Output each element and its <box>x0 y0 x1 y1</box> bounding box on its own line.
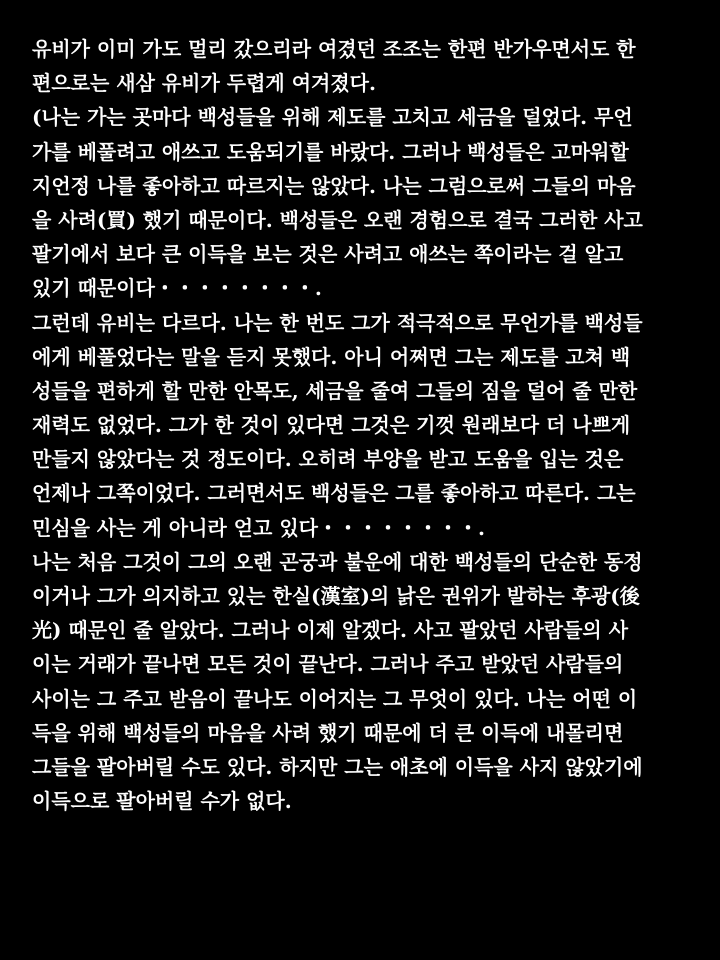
text-line: 유비가 이미 가도 멀리 갔으리라 여겼던 조조는 한편 반가우면서도 한 <box>32 37 636 61</box>
text-line: 이득으로 팔아버릴 수가 없다. <box>32 789 292 814</box>
text-line: 사이는 그 주고 받음이 끝나도 이어지는 그 무엇이 있다. 나는 어떤 이 <box>32 686 638 711</box>
text-line: (나는 가는 곳마다 백성들을 위해 제도를 고치고 세금을 덜었다. 무언 <box>32 105 633 130</box>
text-line: 가를 베풀려고 애쓰고 도움되기를 바랐다. 그러나 백성들은 고마워할 <box>32 139 629 164</box>
text-line: 光) 때문인 줄 알았다. 그러나 이제 알겠다. 사고 팔았던 사람들의 사 <box>32 618 629 643</box>
text-line: 지언정 나를 좋아하고 따르지는 않았다. 나는 그럼으로써 그들의 마음 <box>32 173 636 198</box>
text-line: 그런데 유비는 다르다. 나는 한 번도 그가 적극적으로 무언가를 백성들 <box>32 310 643 335</box>
text-line: 언제나 그쪽이었다. 그러면서도 백성들은 그를 좋아하고 따른다. 그는 <box>32 481 636 506</box>
text-line: 이는 거래가 끝나면 모든 것이 끝난다. 그러나 주고 받았던 사람들의 <box>32 652 624 677</box>
text-line: 편으로는 새삼 유비가 두렵게 여겨졌다. <box>32 71 376 96</box>
text-line: 에게 베풀었다는 말을 듣지 못했다. 아니 어쩌면 그는 제도를 고쳐 백 <box>32 344 631 369</box>
text-line: 이거나 그가 의지하고 있는 한실(漢室)의 낡은 권위가 발하는 후광(後 <box>32 584 640 608</box>
text-line: 팔기에서 보다 큰 이득을 보는 것은 사려고 애쓰는 쪽이라는 걸 알고 <box>32 242 624 267</box>
text-block <box>32 32 704 818</box>
text-line: 재력도 없었다. 그가 한 것이 있다면 그것은 기껏 원래보다 더 나쁘게 <box>32 413 631 438</box>
text-line: 나는 처음 그것이 그의 오랜 곤궁과 불운에 대한 백성들의 단순한 동정 <box>32 549 643 574</box>
text-line: 을 사려(買) 했기 때문이다. 백성들은 오랜 경험으로 결국 그러한 사고 <box>32 207 643 232</box>
text-line: 민심을 사는 게 아니라 얻고 있다・・・・・・・・. <box>32 515 485 540</box>
text-line: 득을 위해 백성들의 마음을 사려 했기 때문에 더 큰 이득에 내몰리면 <box>32 720 624 745</box>
text-line: 성들을 편하게 할 만한 안목도, 세금을 줄여 그들의 짐을 덜어 줄 만한 <box>32 378 638 403</box>
text-line: 그들을 팔아버릴 수도 있다. 하지만 그는 애초에 이득을 사지 않았기에 <box>32 754 643 779</box>
text-line: 있기 때문이다・・・・・・・・. <box>32 276 322 301</box>
text-line: 만들지 않았다는 것 정도이다. 오히려 부양을 받고 도움을 입는 것은 <box>32 447 624 472</box>
